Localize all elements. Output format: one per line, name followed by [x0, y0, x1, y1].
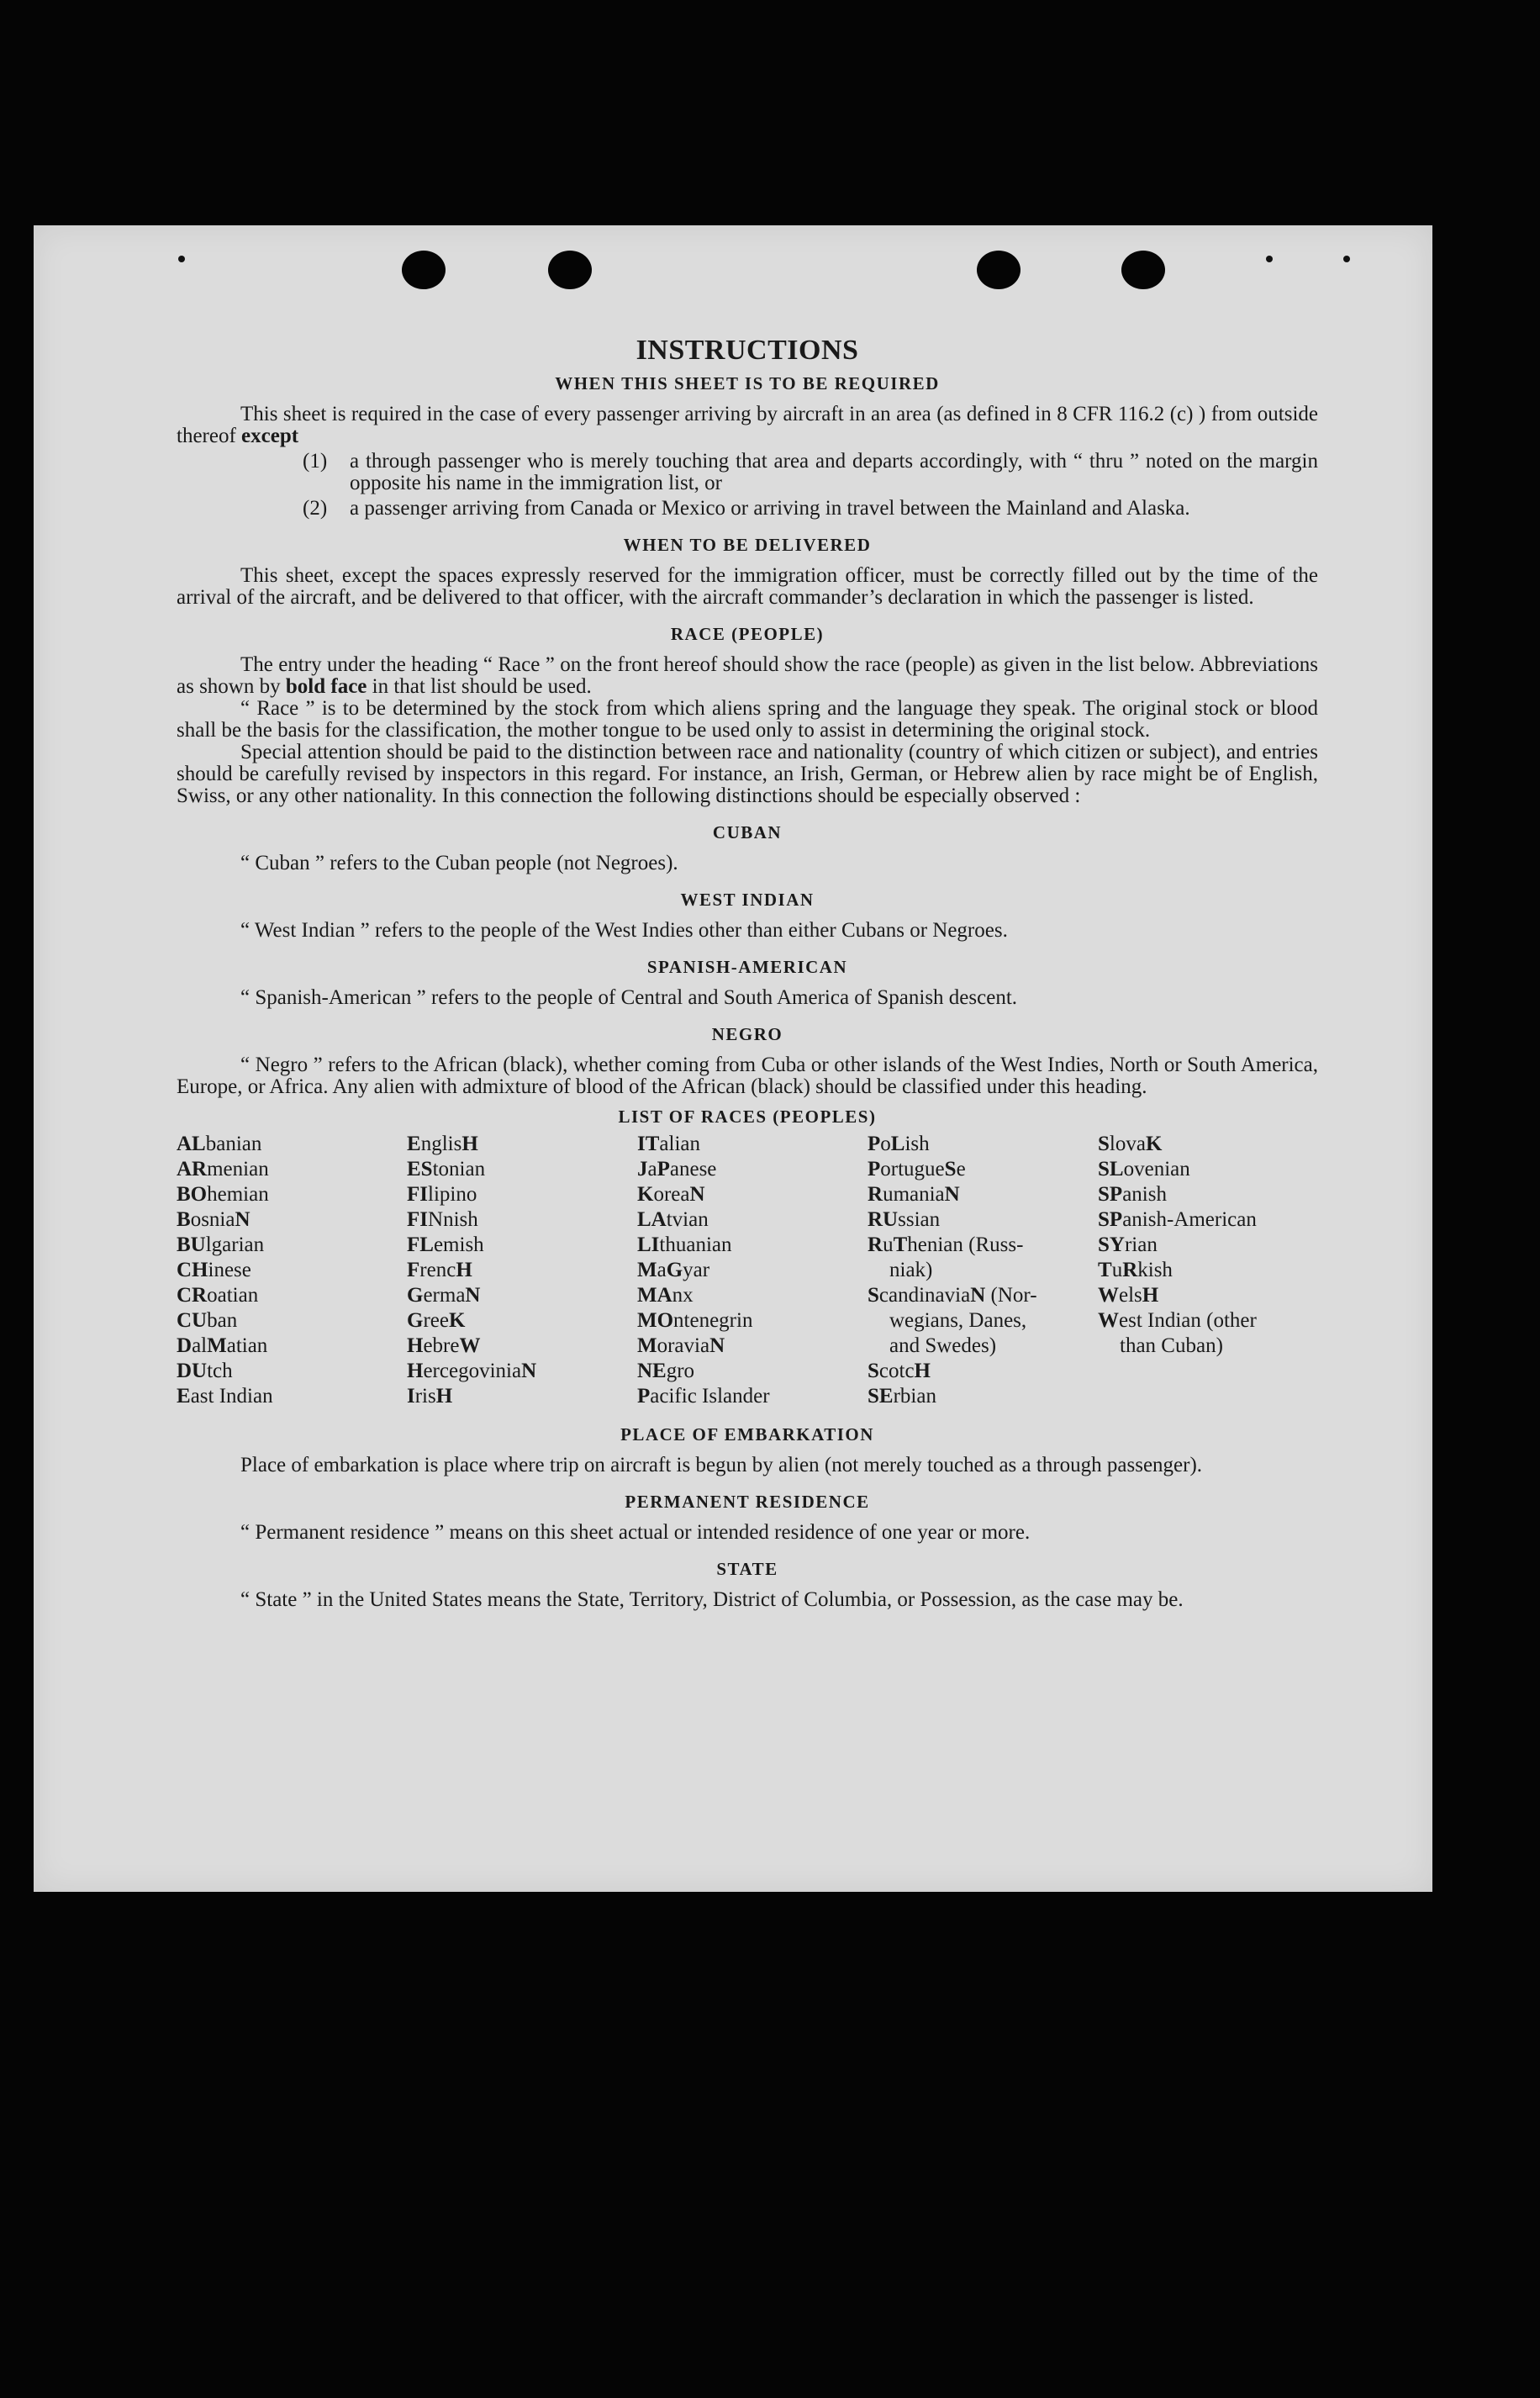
paragraph: “ Negro ” refers to the African (black), whether coming from Cuba or other islands of the West Indies, North or South America, Europe, or Africa. Any alien with admixture of blood of the African (black) should be classified under this heading.	[177, 1054, 1318, 1098]
race-entry: CUban	[177, 1309, 238, 1332]
paragraph: “ Spanish-American ” refers to the people of Central and South America of Spanish descent.	[240, 986, 1018, 1009]
race-entry: BUlgarian	[177, 1233, 265, 1256]
section-heading: CUBAN	[712, 822, 783, 842]
race-entry: FLemish	[407, 1233, 484, 1256]
race-entry: ScandinaviaN (Nor-	[868, 1284, 1037, 1307]
race-entry: ALbanian	[177, 1133, 262, 1155]
paragraph: This sheet is required in the case of every passenger arriving by aircraft in an area (as defined in 8 CFR 116.2 (c) ) from outside thereof except	[177, 403, 1318, 447]
race-entry: JaPanese	[637, 1158, 717, 1181]
punch-hole	[402, 251, 446, 289]
instructions-content	[177, 335, 1318, 1611]
races-column	[407, 1132, 637, 1409]
paragraph: “ Race ” is to be determined by the stock from which aliens spring and the language they speak. The original stock or blood shall be the basis for the classification, the mother tongue to be used only to assist in determining the original stock.	[177, 697, 1318, 742]
paragraph: “ State ” in the United States means the State, Territory, District of Columbia, or Possession, as the case may be.	[240, 1588, 1184, 1611]
race-entry: RuThenian (Russ-	[868, 1233, 1024, 1256]
race-entry: East Indian	[177, 1385, 273, 1408]
race-entry: FIlipino	[407, 1183, 477, 1206]
race-entry: SLovenian	[1098, 1158, 1190, 1181]
race-entry: ScotcH	[868, 1360, 931, 1382]
paragraph: Special attention should be paid to the distinction between race and nationality (country of which citizen or subject), and entries should be carefully revised by inspectors in this regard. For instance, an Irish, German, or Hebrew alien by race might be of English, Swiss, or any other nationality. In this connection the following distinctions should be especially observed :	[177, 741, 1318, 807]
race-entry: CHinese	[177, 1259, 251, 1281]
section-heading: SPANISH-AMERICAN	[646, 957, 848, 977]
race-entry: TuRkish	[1098, 1259, 1173, 1281]
race-entry: PoLish	[868, 1133, 930, 1155]
section-heading: WHEN TO BE DELIVERED	[623, 535, 872, 555]
race-entry: LAtvian	[637, 1208, 709, 1231]
paragraph: “ Permanent residence ” means on this sheet actual or intended residence of one year or more.	[240, 1521, 1031, 1544]
race-entry: HercegoviniaN	[407, 1360, 537, 1382]
race-entry: BOhemian	[177, 1183, 269, 1206]
document-sheet	[34, 225, 1432, 1892]
section-heading: WHEN THIS SHEET IS TO BE REQUIRED	[555, 373, 940, 394]
race-entry: WelsH	[1098, 1284, 1159, 1307]
race-entry: LIthuanian	[637, 1233, 732, 1256]
race-entry: EStonian	[407, 1158, 486, 1181]
section-heading: WEST INDIAN	[680, 890, 815, 910]
paragraph: Place of embarkation is place where trip on aircraft is begun by alien (not merely touched as a through passenger).	[240, 1454, 1203, 1476]
races-list	[177, 1132, 1318, 1409]
race-entry: and Swedes)	[889, 1334, 997, 1357]
section-heading: NEGRO	[711, 1024, 783, 1044]
race-entry: MaGyar	[637, 1259, 710, 1281]
paragraph: “ Cuban ” refers to the Cuban people (not Negroes).	[240, 852, 678, 874]
race-entry: BosniaN	[177, 1208, 251, 1231]
races-column	[637, 1132, 868, 1409]
race-entry: DalMatian	[177, 1334, 268, 1357]
race-entry: SPanish	[1098, 1183, 1167, 1206]
races-column	[177, 1132, 407, 1409]
race-entry: RUssian	[868, 1208, 941, 1231]
race-entry: EnglisH	[407, 1133, 478, 1155]
race-entry: wegians, Danes,	[889, 1309, 1027, 1332]
paragraph: The entry under the heading “ Race ” on the front hereof should show the race (people) as given in the list below. Abbreviations as shown by bold face in that list should be used.	[177, 653, 1318, 698]
race-entry: KoreaN	[637, 1183, 705, 1206]
paragraph: This sheet, except the spaces expressly reserved for the immigration officer, must be correctly filled out by the time of the arrival of the aircraft, and be delivered to that officer, with the aircraft commander’s declaration in which the passenger is listed.	[177, 564, 1318, 609]
margin-dot	[1266, 256, 1273, 262]
race-entry: RumaniaN	[868, 1183, 960, 1206]
paragraph: “ West Indian ” refers to the people of the West Indies other than either Cubans or Negroes.	[240, 919, 1008, 942]
section-heading: PLACE OF EMBARKATION	[620, 1424, 874, 1445]
race-entry: MoraviaN	[637, 1334, 725, 1357]
section-heading: RACE (PEOPLE)	[670, 624, 825, 644]
races-column	[1098, 1132, 1328, 1409]
race-entry: NEgro	[637, 1360, 695, 1382]
race-entry: MOntenegrin	[637, 1309, 753, 1332]
race-entry: SPanish-American	[1098, 1208, 1257, 1231]
race-entry: GreeK	[407, 1309, 466, 1332]
race-entry: Pacific Islander	[637, 1385, 770, 1408]
race-entry: DUtch	[177, 1360, 233, 1382]
race-entry: MAnx	[637, 1284, 694, 1307]
race-entry: niak)	[889, 1259, 933, 1281]
race-entry: HebreW	[407, 1334, 481, 1357]
race-entry: FINnish	[407, 1208, 478, 1231]
race-entry: ARmenian	[177, 1158, 269, 1181]
punch-hole	[977, 251, 1021, 289]
race-entry: IrisH	[407, 1385, 453, 1408]
race-entry: West Indian (other	[1098, 1309, 1257, 1332]
margin-dot	[1343, 256, 1350, 262]
margin-dot	[178, 256, 185, 262]
list-item: (1) a through passenger who is merely touching that area and departs accordingly, with “ thru ” noted on the margin opposite his name in the immigration list, or	[303, 450, 1318, 494]
section-heading: LIST OF RACES (PEOPLES)	[618, 1107, 877, 1127]
list-item: (2) a passenger arriving from Canada or Mexico or arriving in travel between the Mainland and Alaska.	[303, 497, 1190, 520]
punch-hole	[1121, 251, 1165, 289]
race-entry: FrencH	[407, 1259, 472, 1281]
race-entry: SlovaK	[1098, 1133, 1163, 1155]
section-heading: PERMANENT RESIDENCE	[625, 1492, 870, 1512]
page-title: INSTRUCTIONS	[636, 335, 859, 366]
race-entry: CRoatian	[177, 1284, 259, 1307]
race-entry: ITalian	[637, 1133, 700, 1155]
race-entry: PortugueSe	[868, 1158, 966, 1181]
race-entry: SYrian	[1098, 1233, 1158, 1256]
race-entry: SErbian	[868, 1385, 936, 1408]
punch-hole	[548, 251, 592, 289]
races-column	[868, 1132, 1098, 1409]
race-entry: GermaN	[407, 1284, 481, 1307]
race-entry: than Cuban)	[1120, 1334, 1223, 1357]
section-heading: STATE	[716, 1559, 778, 1579]
